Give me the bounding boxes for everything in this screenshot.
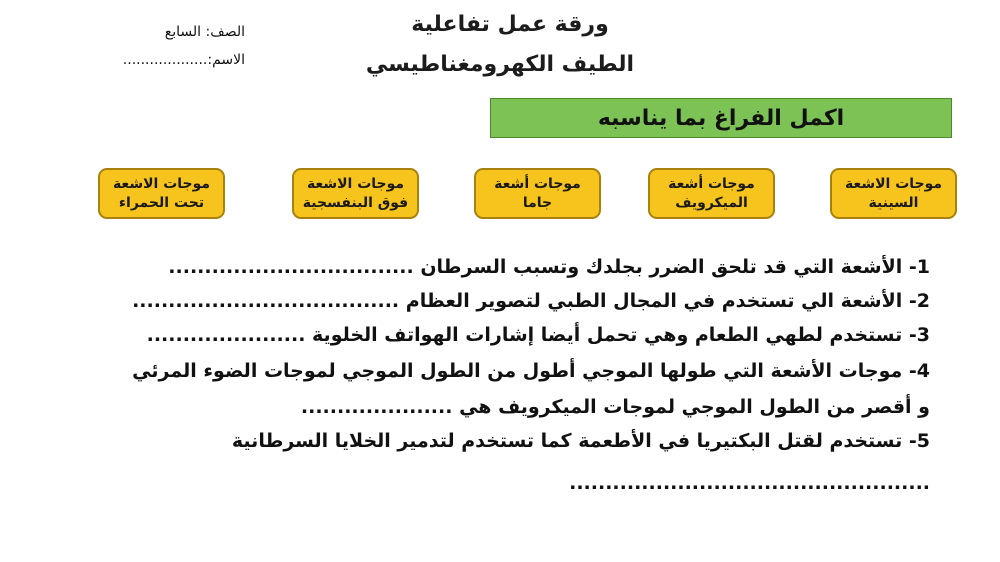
question-3[interactable]: 3- تستخدم لطهي الطعام وهي تحمل أيضا إشارات الهواتف الخلوية ...................... (146, 324, 930, 346)
instruction-banner (490, 98, 952, 138)
choice-line1: موجات الاشعة (844, 176, 943, 193)
question-4-continued[interactable]: و أقصر من الطول الموجي لموجات الميكرويف هي ..................... (300, 396, 930, 418)
choice-gamma-rays[interactable] (474, 168, 601, 219)
choice-line1: موجات أشعة (668, 176, 755, 193)
worksheet-title: ورقة عمل تفاعلية (411, 12, 609, 37)
instruction-text: اكمل الفراغ بما يناسبه (597, 105, 845, 131)
question-2[interactable]: 2- الأشعة الي تستخدم في المجال الطبي لتصوير العظام ..................................... (132, 290, 930, 312)
question-5-answer-blank[interactable]: .................................................. (569, 472, 930, 494)
question-4[interactable]: 4- موجات الأشعة التي طولها الموجي أطول من الطول الموجي لموجات الضوء المرئي (132, 360, 930, 382)
question-5[interactable]: 5- تستخدم لقتل البكتيريا في الأطعمة كما تستخدم لتدمير الخلايا السرطانية (231, 430, 930, 452)
choice-line2: فوق البنفسجية (302, 194, 409, 211)
choice-line2: السينية (868, 194, 919, 211)
choice-line1: موجات الاشعة (306, 176, 405, 193)
choice-line2: تحت الحمراء (118, 194, 205, 211)
choice-line1: موجات الاشعة (112, 176, 211, 193)
choice-line2: جاما (522, 194, 553, 211)
choice-infrared[interactable] (98, 168, 225, 219)
class-label: الصف: السابع (164, 24, 245, 40)
choice-ultraviolet[interactable] (292, 168, 419, 219)
question-1[interactable]: 1- الأشعة التي قد تلحق الضرر بجلدك وتسبب السرطان .................................. (168, 256, 930, 278)
choice-microwaves[interactable] (648, 168, 775, 219)
worksheet-subtitle: الطيف الكهرومغناطيسي (365, 52, 635, 77)
choice-line2: الميكرويف (675, 194, 748, 211)
choice-x-rays[interactable] (830, 168, 957, 219)
choice-line1: موجات أشعة (494, 176, 581, 193)
name-field[interactable]: الاسم:................... (122, 52, 245, 68)
